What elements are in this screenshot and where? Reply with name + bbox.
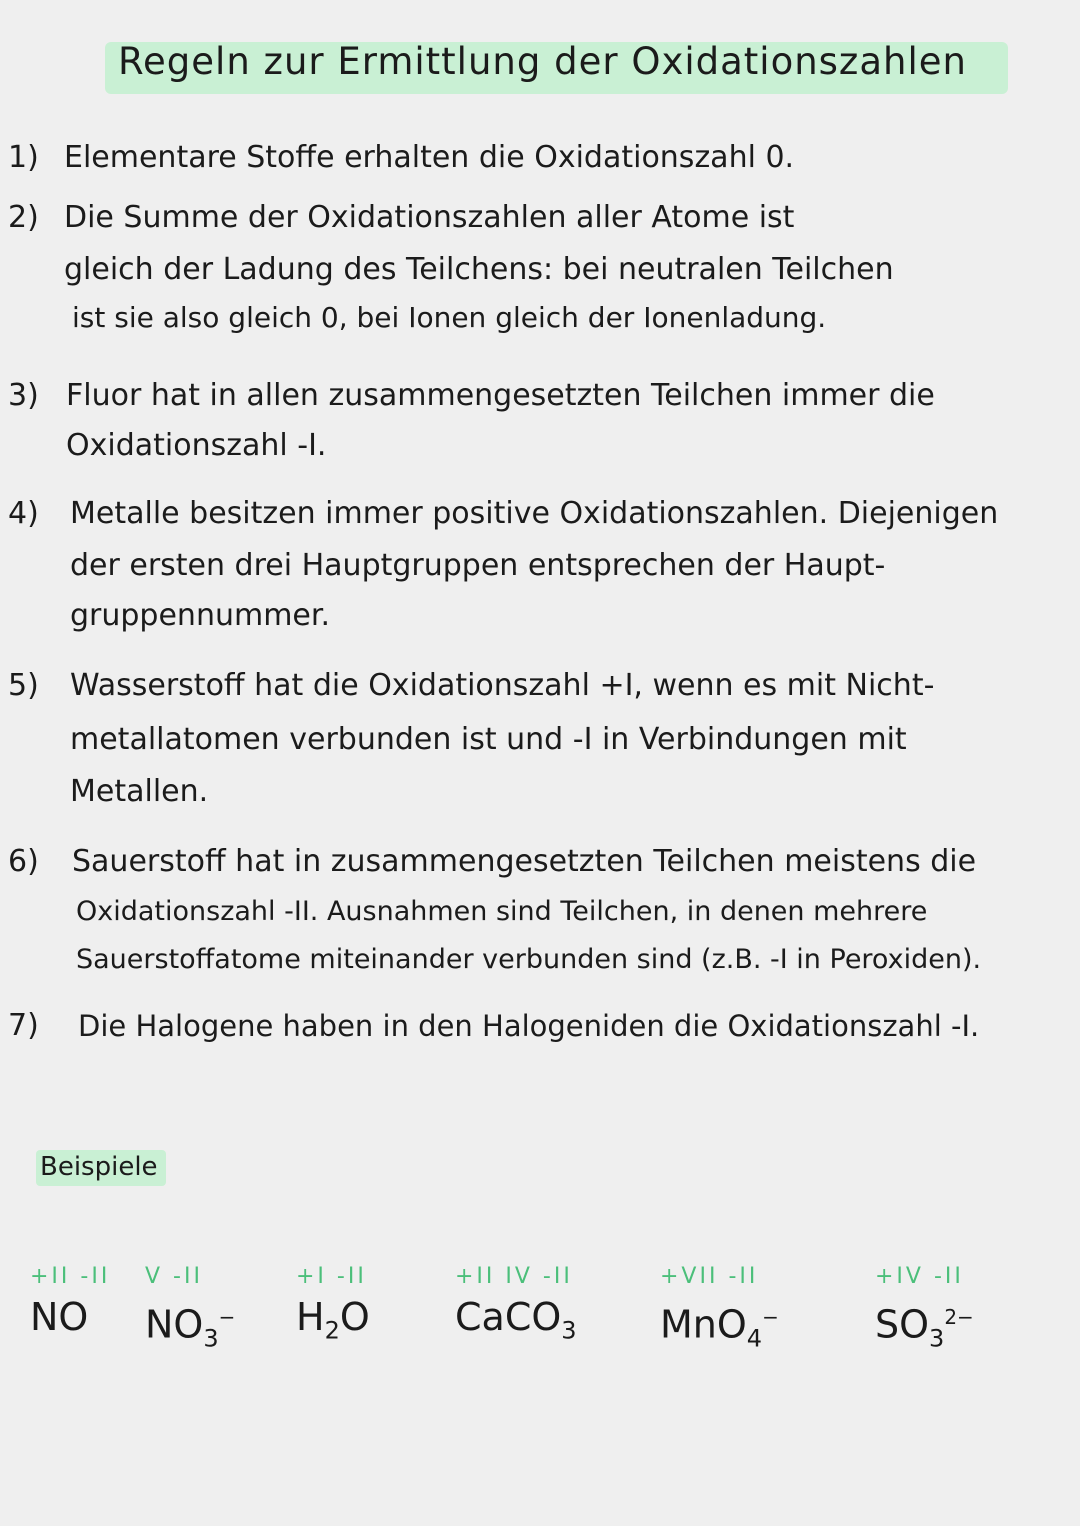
rule-number: 1) [8,140,39,175]
page-title: Regeln zur Ermittlung der Oxidationszahlen [118,40,967,83]
rule-line: Elementare Stoffe erhalten die Oxidationszahl 0. [64,140,795,175]
example-permanganate [660,1262,779,1363]
rule-line: Fluor hat in allen zusammengesetzten Teilchen immer die [66,378,935,413]
chemical-formula: NO [30,1295,89,1339]
example-calcium-carbonate [455,1262,577,1356]
example-nitrate [145,1262,235,1363]
rule-line: Metalle besitzen immer positive Oxidationszahlen. Diejenigen [70,496,999,531]
chemical-formula: MnO$_4$− [660,1302,779,1353]
oxidation-numbers: +II IV -II [455,1264,573,1289]
rule-number: 3) [8,378,39,413]
examples-label: Beispiele [40,1152,158,1182]
chemical-formula: $H_2O$ [296,1295,370,1345]
oxidation-numbers: +VII -II [660,1264,759,1289]
rule-number: 7) [8,1008,39,1043]
chemical-formula: $NO_3^-$ [145,1302,236,1353]
rule-line: Oxidationszahl -I. [66,428,327,463]
rule-line: Metallen. [70,774,209,809]
chemical-formula: $SO_3^{2-}$ [875,1302,974,1353]
rule-line: Wasserstoff hat die Oxidationszahl +I, wenn es mit Nicht- [70,668,935,703]
oxidation-numbers: +IV -II [875,1264,964,1289]
example-no [30,1262,110,1342]
rule-line: ist sie also gleich 0, bei Ionen gleich der Ionenladung. [72,301,827,334]
example-sulfite [875,1262,974,1363]
chemical-formula: CaCO$_3$ [455,1295,577,1345]
example-water [296,1262,370,1356]
rule-line: gruppennummer. [70,598,330,633]
rule-line: metallatomen verbunden ist und -I in Verbindungen mit [70,722,907,757]
rule-line: Oxidationszahl -II. Ausnahmen sind Teilchen, in denen mehrere [76,896,928,927]
rule-number: 5) [8,668,39,703]
rule-line: gleich der Ladung des Teilchens: bei neutralen Teilchen [64,252,894,287]
rule-number: 2) [8,200,39,235]
rule-number: 6) [8,844,39,879]
rule-line: Die Summe der Oxidationszahlen aller Atome ist [64,200,795,235]
rule-line: Die Halogene haben in den Halogeniden die Oxidationszahl -I. [78,1009,980,1043]
oxidation-numbers: +I -II [296,1264,367,1289]
oxidation-numbers: +II -II [30,1264,111,1289]
oxidation-numbers: V -II [145,1264,203,1289]
rule-line: Sauerstoffatome miteinander verbunden sind (z.B. -I in Peroxiden). [76,944,982,975]
rule-line: der ersten drei Hauptgruppen entsprechen der Haupt- [70,548,886,583]
rule-number: 4) [8,496,39,531]
rule-line: Sauerstoff hat in zusammengesetzten Teilchen meistens die [72,844,977,879]
